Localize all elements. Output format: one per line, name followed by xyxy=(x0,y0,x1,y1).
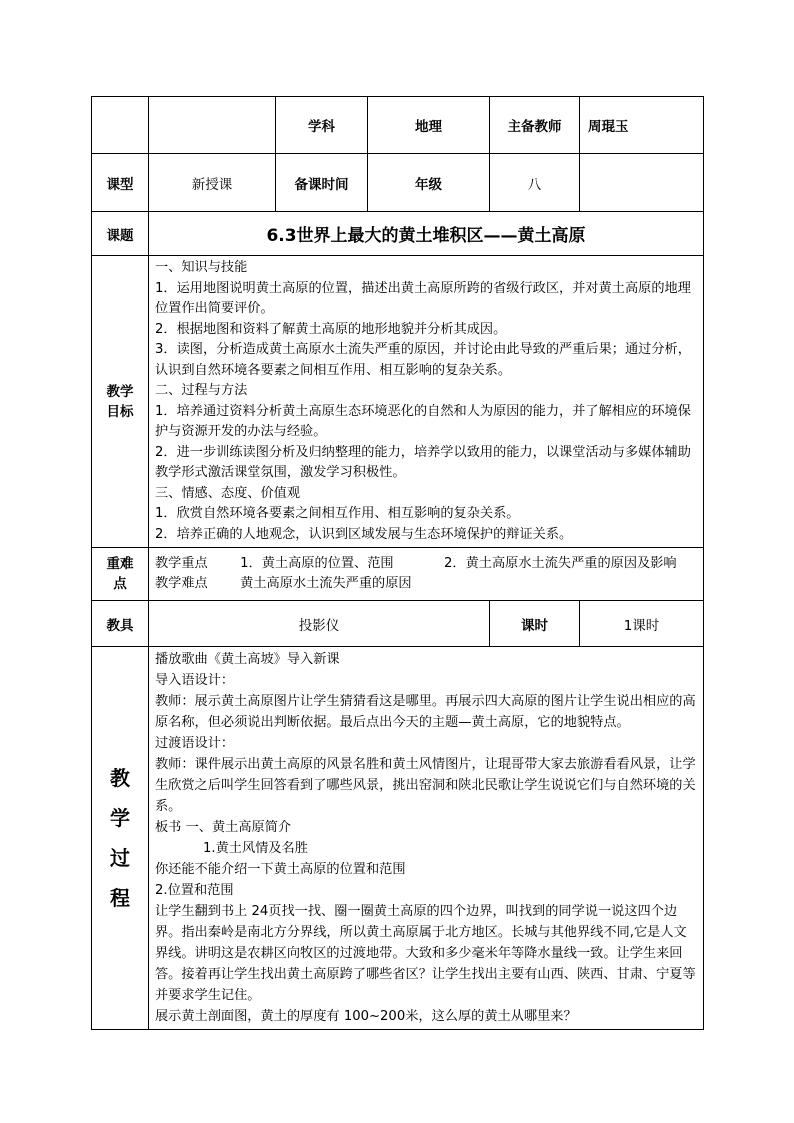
process-line: 播放歌曲《黄土高坡》导入新课 xyxy=(155,652,340,667)
process-label-char: 程 xyxy=(110,886,130,910)
row-process xyxy=(92,647,704,1030)
process-label-char: 教 xyxy=(110,766,130,790)
key-label-line2: 点 xyxy=(113,576,127,592)
subject-label: 学科 xyxy=(276,97,368,154)
row-subject xyxy=(92,97,704,154)
process-line: 板书 一、黄土高原简介 xyxy=(155,820,292,835)
process-label xyxy=(92,647,149,1030)
tools-value: 投影仪 xyxy=(149,601,490,647)
focus-label: 教学重点 xyxy=(155,555,208,571)
empty-cell xyxy=(580,154,704,212)
goals-line: 1．培养通过资料分析黄土高原生态环境恶化的自然和人为原因的能力，并了解相应的环境保护与资源开发的办法与经验。 xyxy=(155,403,691,439)
focus-item-1: 1．黄土高原的位置、范围 xyxy=(240,555,394,571)
goals-content xyxy=(149,256,704,548)
topic-title: 6.3世界上最大的黄土堆积区——黄土高原 xyxy=(149,212,704,256)
difficulty-label: 教学难点 xyxy=(155,576,208,591)
process-line: 1.黄土风情及名胜 xyxy=(203,841,308,856)
empty-cell xyxy=(149,97,276,154)
hours-value: 1课时 xyxy=(580,601,704,647)
lesson-plan-table xyxy=(91,96,704,1030)
difficulty-line xyxy=(155,574,699,595)
process-line: 你还能不能介绍一下黄土高原的位置和范围 xyxy=(155,862,406,877)
hours-label: 课时 xyxy=(490,601,580,647)
type-label: 课型 xyxy=(92,154,149,212)
goals-line: 3．读图，分析造成黄土高原水土流失严重的原因，并讨论由此导致的严重后果；通过分析，认识到自然环境各要素之间相互作用、相互影响的复杂关系。 xyxy=(155,342,691,378)
process-line: 展示黄土剖面图，黄土的厚度有 100~200米，这么厚的黄土从哪里来？ xyxy=(155,1009,577,1024)
goals-label-line2: 目标 xyxy=(106,403,134,420)
goals-line: 三、情感、态度、价值观 xyxy=(155,485,301,501)
grade-value: 八 xyxy=(490,154,580,212)
grade-label: 年级 xyxy=(368,154,490,212)
goals-line: 1．欣赏自然环境各要素之间相互作用、相互影响的复杂关系。 xyxy=(155,506,520,521)
goals-line: 一、知识与技能 xyxy=(155,260,248,275)
topic-label: 课题 xyxy=(92,212,149,256)
teacher-label: 主备教师 xyxy=(490,97,580,154)
subject-value: 地理 xyxy=(368,97,490,154)
process-line: 教师：课件展示出黄土高原的风景名胜和黄土风情图片，让琨哥带大家去旅游看看风景，让学生欣赏之后叫学生回答看到了哪些风景，挑出窑洞和陕北民歌让学生说说它们与自然环境的关系。 xyxy=(155,757,696,814)
row-type xyxy=(92,154,704,212)
goals-line: 二、过程与方法 xyxy=(155,383,248,398)
process-line: 过渡语设计： xyxy=(155,736,235,751)
focus-line xyxy=(155,554,699,575)
goals-line: 1．运用地图说明黄土高原的位置，描述出黄土高原所跨的省级行政区，并对黄土高原的地理位置作出简要评价。 xyxy=(155,280,691,316)
process-line: 2.位置和范围 xyxy=(155,883,234,898)
goals-label-line1: 教学 xyxy=(106,383,134,400)
tools-label: 教具 xyxy=(92,601,149,647)
goals-label xyxy=(92,256,149,548)
goals-line: 2．培养正确的人地观念，认识到区域发展与生态环境保护的辩证关系。 xyxy=(155,526,573,542)
row-goals xyxy=(92,256,704,548)
key-label-line1: 重难 xyxy=(106,556,134,572)
process-content xyxy=(149,647,704,1030)
row-tools xyxy=(92,601,704,647)
lesson-plan-page xyxy=(91,96,703,1030)
process-line: 让学生翻到书上 24页找一找、圈一圈黄土高原的四个边界，叫找到的同学说一说这四个边界。指出秦岭是南北方分界线，所以黄土高原属于北方地区。长城与其他界线不同,它是人文界线。讲明这是农耕区向牧区的过渡地带。大致和多少毫米年等降水量线一致。让学生来回答。接着再让学生找出黄土高原跨了哪些省区？让学生找出主要有山西、陕西、甘肃、宁夏等并要求学生记住。 xyxy=(155,904,696,1003)
process-label-char: 过 xyxy=(110,846,130,870)
row-topic xyxy=(92,212,704,256)
process-line: 导入语设计： xyxy=(155,673,235,688)
key-label xyxy=(92,548,149,601)
row-key-points xyxy=(92,548,704,601)
empty-cell xyxy=(92,97,149,154)
goals-line: 2．进一步训练读图分析及归纳整理的能力，培养学以致用的能力，以课堂活动与多媒体辅助教学形式激活课堂氛围，激发学习积极性。 xyxy=(155,444,691,480)
key-content xyxy=(149,548,704,601)
type-value: 新授课 xyxy=(149,154,276,212)
goals-line: 2．根据地图和资料了解黄土高原的地形地貌并分析其成因。 xyxy=(155,321,507,337)
difficulty-value: 黄土高原水土流失严重的原因 xyxy=(240,576,412,591)
process-line: 教师：展示黄土高原图片让学生猜猜看这是哪里。再展示四大高原的图片让学生说出相应的高原名称，但必须说出判断依据。最后点出今天的主题—黄土高原，它的地貌特点。 xyxy=(155,694,696,730)
focus-item-2: 2．黄土高原水土流失严重的原因及影响 xyxy=(444,555,677,571)
process-label-char: 学 xyxy=(110,806,130,830)
prep-time-label: 备课时间 xyxy=(276,154,368,212)
teacher-value: 周琨玉 xyxy=(580,97,704,154)
